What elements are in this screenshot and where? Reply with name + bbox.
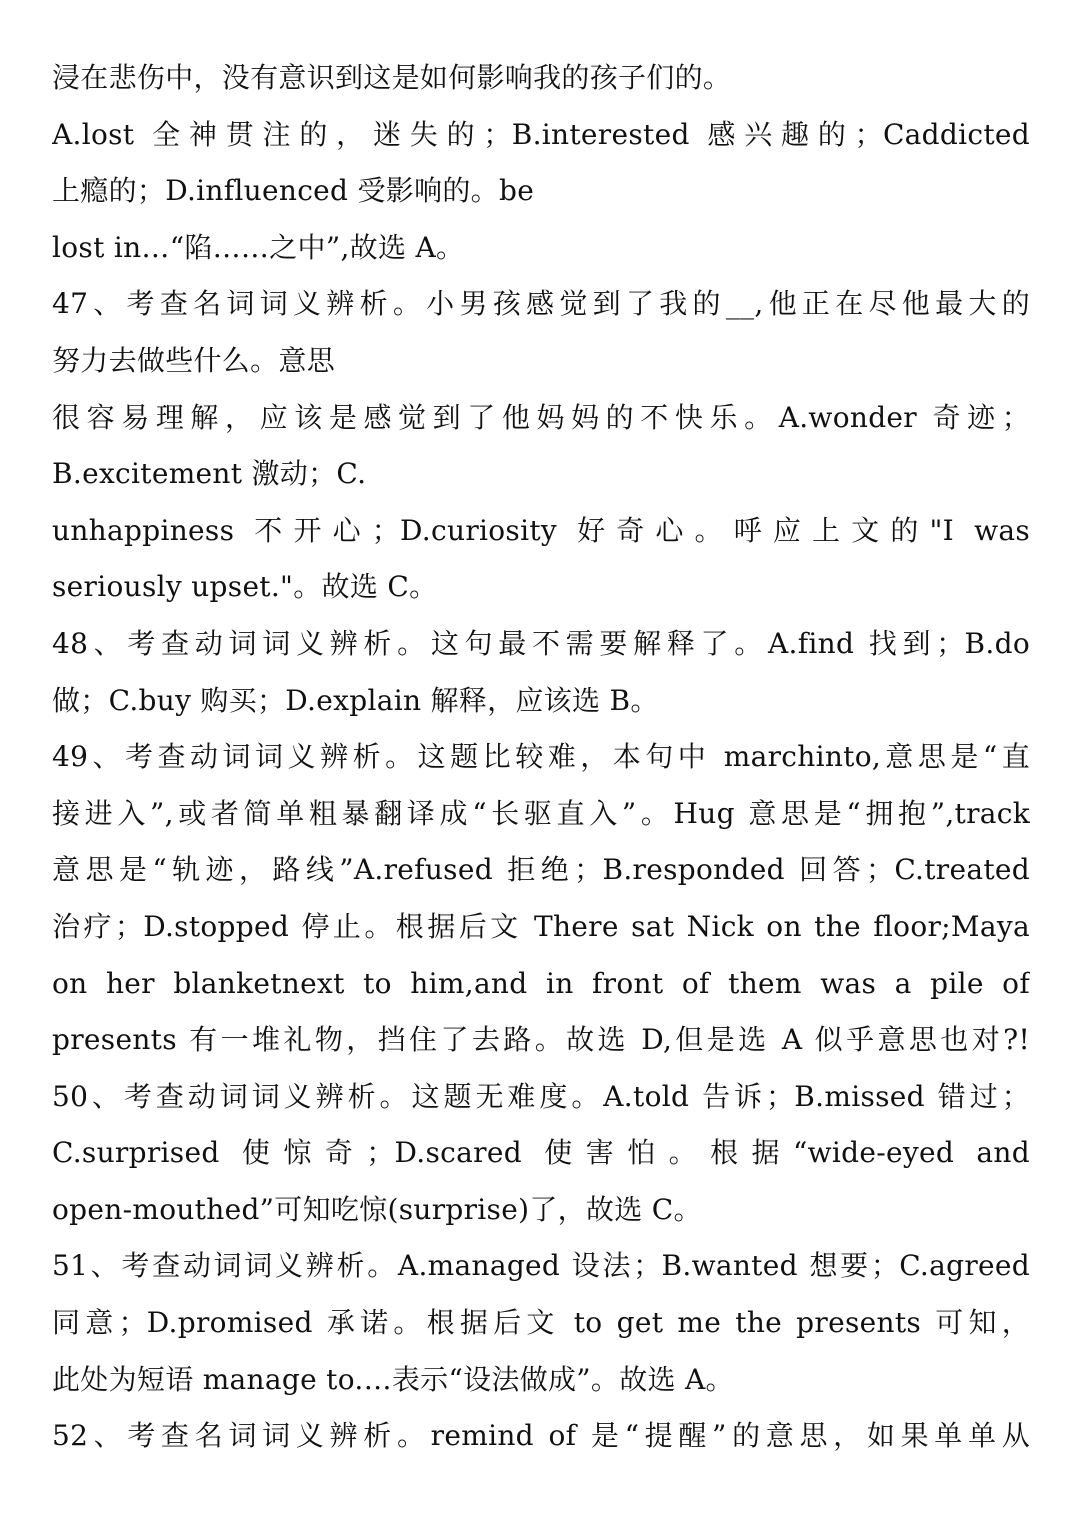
document-body	[52, 50, 1030, 1465]
text-line: presents 有一堆礼物，挡住了去路。故选 D,但是选 A 似乎意思也对?!	[52, 1023, 1030, 1057]
text-line: 接进入”,或者简单粗暴翻译成“长驱直入”。Hug 意思是“拥抱”,track	[52, 796, 1030, 830]
text-line: 52、考查名词词义辨析。remind of 是“提醒”的意思，如果单单从	[52, 1419, 1030, 1453]
text-line: B.excitement 激动；C.	[52, 457, 367, 491]
text-line: unhappiness 不开心；D.curiosity 好奇心。呼应上文的"I was	[52, 513, 1030, 547]
text-line: 很容易理解，应该是感觉到了他妈妈的不快乐。A.wonder 奇迹；	[52, 400, 1030, 434]
text-line: 做；C.buy 购买；D.explain 解释，应该选 B。	[52, 683, 659, 717]
text-line: 浸在悲伤中，没有意识到这是如何影响我的孩子们的。	[52, 61, 732, 94]
text-line: 此处为短语 manage to.…表示“设法做成”。故选 A。	[52, 1362, 734, 1396]
text-line: 努力去做些什么。意思	[52, 343, 336, 377]
text-line: 49、考查动词词义辨析。这题比较难，本句中 marchinto,意思是“直	[52, 740, 1030, 774]
text-line: lost in…“陷……之中”,故选 A。	[52, 230, 465, 264]
text-line: 同意；D.promised 承诺。根据后文 to get me the presents 可知，	[52, 1306, 1030, 1340]
text-line: 47、考查名词词义辨析。小男孩感觉到了我的__,他正在尽他最大的	[52, 287, 1030, 321]
text-line: 48、考查动词词义辨析。这句最不需要解释了。A.find 找到；B.do	[52, 626, 1030, 660]
text-line: seriously upset."。故选 C。	[52, 570, 438, 604]
text-line: 意思是“轨迹，路线”A.refused 拒绝；B.responded 回答；C.treated	[52, 853, 1030, 887]
text-line: 50、考查动词词义辨析。这题无难度。A.told 告诉；B.missed 错过；	[52, 1079, 1030, 1113]
text-line: on her blanketnext to him,and in front of them was a pile of	[52, 966, 1030, 1000]
text-line: open-mouthed”可知吃惊(surprise)了，故选 C。	[52, 1192, 702, 1226]
text-line: 上瘾的；D.influenced 受影响的。be	[52, 174, 535, 208]
text-line: C.surprised 使惊奇；D.scared 使害怕。根据“wide-eyed and	[52, 1136, 1030, 1170]
text-line: 51、考查动词词义辨析。A.managed 设法；B.wanted 想要；C.agreed	[52, 1249, 1030, 1283]
text-line: A.lost 全神贯注的，迷失的；B.interested 感兴趣的；Caddicted	[52, 117, 1030, 151]
text-line: 治疗；D.stopped 停止。根据后文 There sat Nick on the floor;Maya	[52, 909, 1030, 943]
